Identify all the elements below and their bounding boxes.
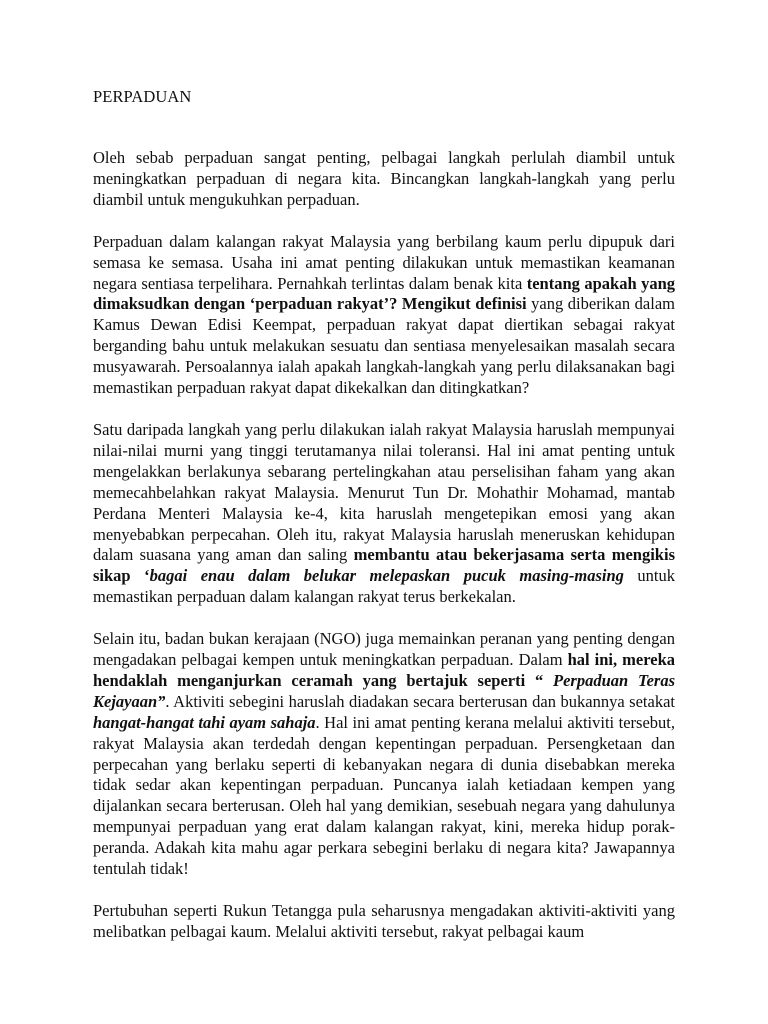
paragraph-3-text-a: Satu daripada langkah yang perlu dilakukan ialah rakyat Malaysia haruslah mempunyai nilai-nilai murni yang tinggi terutamanya nilai toleransi. Hal ini amat penting untuk mengelakkan berlakunya sebarang pertelingkahan atau perselisihan faham yang akan memecahbelahkan rakyat Malaysia. Menurut Tun Dr. Mohathir Mohamad, mantab Perdana Menteri Malaysia ke-4, kita haruslah mengetepikan emosi yang akan menyebabkan perpecahan. Oleh itu, rakyat Malaysia haruslah meneruskan kehidupan dalam suasana yang aman dan saling bbox=[93, 419, 675, 565]
paragraph-4-text-c: . Hal ini amat penting kerana melalui aktiviti tersebut, rakyat Malaysia akan terdedah dengan kepentingan perpaduan. Persengketaan dan perpecahan yang berlaku seperti di kebanyakan negara di dunia disebabkan mereka tidak sedar akan kepentingan perpaduan. Puncanya ialah ketiadaan kempen yang dijalankan secara berterusan. Oleh hal yang demikian, sesebuah negara yang dahulunya mempunyai perpaduan yang erat dalam kalangan rakyat, kini, mereka hidup porak-peranda. Adakah kita mahu agar perkara sebegini berlaku di negara kita? Jawapannya tentulah tidak! bbox=[93, 712, 675, 879]
paragraph-4-peribahasa: hangat-hangat tahi ayam sahaja bbox=[93, 712, 316, 732]
paragraph-5 bbox=[93, 901, 675, 943]
paragraph-3-text-b: untuk memastikan perpaduan dalam kalangan rakyat terus berkekalan. bbox=[93, 566, 675, 607]
paragraph-5-text: Pertubuhan seperti Rukun Tetangga pula seharusnya mengadakan aktiviti-aktiviti yang melibatkan pelbagai kaum. Melalui aktiviti tersebut, rakyat pelbagai kaum bbox=[93, 901, 675, 941]
paragraph-4-talk-title: Perpaduan Teras Kejayaan” bbox=[93, 670, 675, 711]
paragraph-4-text-b: . Aktiviti sebegini haruslah diadakan secara berterusan dan bukannya setakat bbox=[165, 691, 675, 711]
paragraph-3 bbox=[93, 420, 675, 608]
paragraph-3-bold-phrase: membantu atau bekerjasama serta mengikis sikap ‘ bbox=[93, 545, 675, 586]
paragraph-2-text-b: yang diberikan dalam Kamus Dewan Edisi Keempat, perpaduan rakyat dapat diertikan sebagai rakyat berganding bahu untuk melakukan sesuatu dan sentiasa menyelesaikan masalah secara musyawarah. Persoalannya ialah apakah langkah-langkah yang perlu dilaksanakan bagi memastikan perpaduan rakyat dapat dikekalkan dan ditingkatkan? bbox=[93, 294, 676, 398]
paragraph-2-text-a: Perpaduan dalam kalangan rakyat Malaysia yang berbilang kaum perlu dipupuk dari semasa ke semasa. Usaha ini amat penting dilakukan untuk memastikan keamanan negara sentiasa terpelihara. Pernahkah terlintas dalam benak kita bbox=[93, 231, 675, 293]
document-title: PERPADUAN bbox=[93, 87, 192, 106]
paragraph-4-bold-phrase: hal ini, mereka hendaklah menganjurkan ceramah yang bertajuk seperti “ bbox=[93, 650, 675, 690]
document-page bbox=[93, 84, 675, 964]
paragraph-2-bold-definition: tentang apakah yang dimaksudkan dengan ‘perpaduan rakyat’? Mengikut definisi bbox=[93, 273, 675, 314]
paragraph-4-text-a: Selain itu, badan bukan kerajaan (NGO) juga memainkan peranan yang penting dengan mengadakan pelbagai kempen untuk meningkatkan perpaduan. Dalam bbox=[93, 629, 675, 670]
paragraph-2 bbox=[93, 232, 675, 399]
paragraph-1-text: Oleh sebab perpaduan sangat penting, pelbagai langkah perlulah diambil untuk meningkatkan perpaduan di negara kita. Bincangkan langkah-langkah yang perlu diambil untuk mengukuhkan perpaduan. bbox=[93, 148, 675, 209]
paragraph-1 bbox=[93, 148, 675, 211]
paragraph-3-peribahasa: bagai enau dalam belukar melepaskan pucuk masing-masing bbox=[149, 566, 624, 586]
paragraph-4 bbox=[93, 629, 675, 880]
